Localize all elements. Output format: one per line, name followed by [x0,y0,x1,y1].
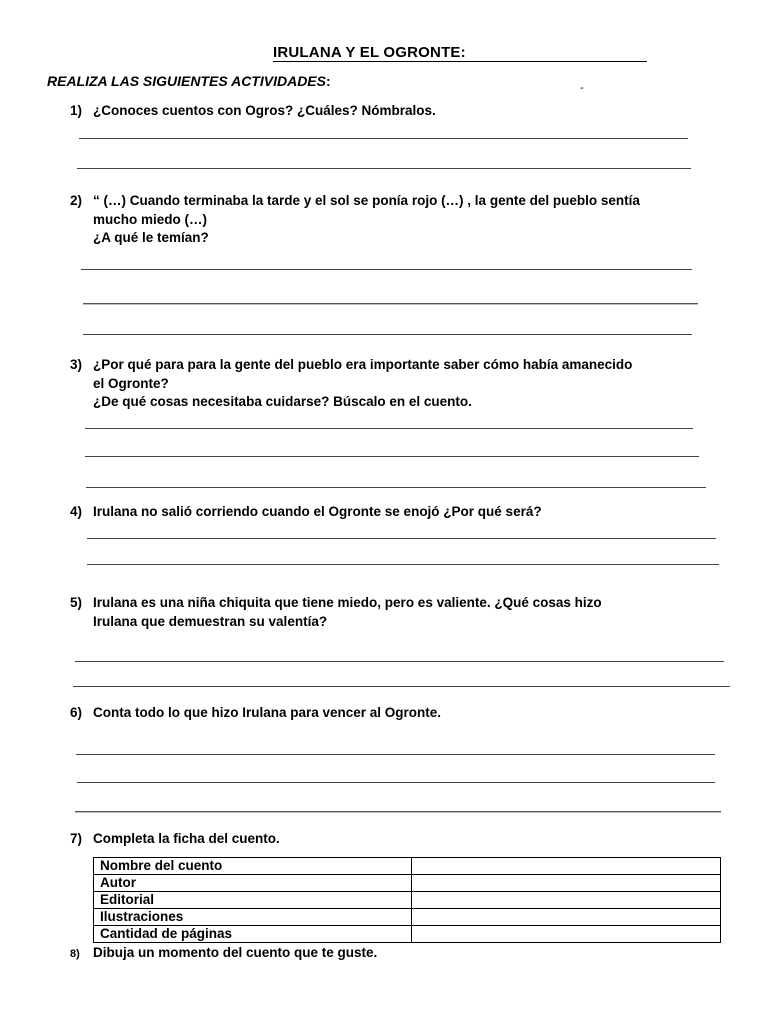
answer-line[interactable] [87,538,716,539]
answer-line[interactable] [87,564,719,565]
page-title: IRULANA Y EL OGRONTE: [273,44,466,61]
question-text: ¿Por qué para para la gente del pueblo era importante saber cómo había amanecido [93,357,633,372]
table-row [94,926,721,943]
instructions-heading-text: REALIZA LAS SIGUIENTES ACTIVIDADES [47,73,326,89]
question-text: mucho miedo (…) [93,211,207,227]
question-2 [70,192,640,248]
question-text: Dibuja un momento del cuento que te guste. [93,945,378,960]
answer-line[interactable] [73,686,730,687]
question-text: Conta todo lo que hizo Irulana para vencer al Ogronte. [93,705,442,720]
question-number: 6) [70,705,83,720]
question-1 [70,102,436,121]
table-row-label: Ilustraciones [94,909,412,926]
answer-line[interactable] [83,303,698,304]
question-text: Irulana que demuestran su valentía? [93,613,328,629]
question-number: 8) [70,948,80,960]
answer-line[interactable] [83,334,692,335]
story-info-table [93,857,721,943]
instructions-heading [47,73,331,89]
table-row-label: Cantidad de páginas [94,926,412,943]
table-row [94,875,721,892]
question-3 [70,356,632,412]
question-8 [70,945,377,960]
table-answer-cell[interactable] [412,909,721,926]
question-5 [70,594,602,631]
question-6 [70,704,441,723]
table-answer-cell[interactable] [412,926,721,943]
question-text: “ (…) Cuando terminaba la tarde y el sol se ponía rojo (…) , la gente del pueblo sentía [93,193,640,208]
table-row [94,858,721,875]
table-row [94,909,721,926]
title-underline [273,61,647,62]
question-text: ¿Conoces cuentos con Ogros? ¿Cuáles? Nómbralos. [93,103,436,118]
answer-line[interactable] [85,456,699,457]
table-answer-cell[interactable] [412,875,721,892]
question-number: 5) [70,595,83,610]
answer-line[interactable] [77,168,691,169]
answer-line[interactable] [79,138,688,139]
answer-line[interactable] [85,428,693,429]
answer-line[interactable] [75,811,721,812]
table-row [94,892,721,909]
question-number: 4) [70,504,83,519]
question-number: 1) [70,103,83,118]
question-number: 3) [70,357,83,372]
question-number: 7) [70,831,83,846]
answer-line[interactable] [81,269,692,270]
question-7 [70,830,280,849]
answer-line[interactable] [77,782,715,783]
question-text: ¿De qué cosas necesitaba cuidarse? Búscalo en el cuento. [93,394,472,409]
question-text: Completa la ficha del cuento. [93,831,280,846]
table-row-label: Autor [94,875,412,892]
table-row-label: Editorial [94,892,412,909]
question-4 [70,503,542,522]
instructions-heading-colon: : [325,73,331,89]
answer-line[interactable] [86,487,706,488]
question-text: ¿A qué le temían? [93,230,209,245]
question-text: el Ogronte? [93,375,169,391]
table-row-label: Nombre del cuento [94,858,412,875]
question-number: 2) [70,193,83,208]
stray-mark: - [580,82,584,94]
table-answer-cell[interactable] [412,858,721,875]
table-answer-cell[interactable] [412,892,721,909]
answer-line[interactable] [76,754,715,755]
question-text: Irulana no salió corriendo cuando el Ogronte se enojó ¿Por qué será? [93,504,542,519]
question-text: Irulana es una niña chiquita que tiene miedo, pero es valiente. ¿Qué cosas hizo [93,595,602,610]
answer-line[interactable] [75,661,724,662]
